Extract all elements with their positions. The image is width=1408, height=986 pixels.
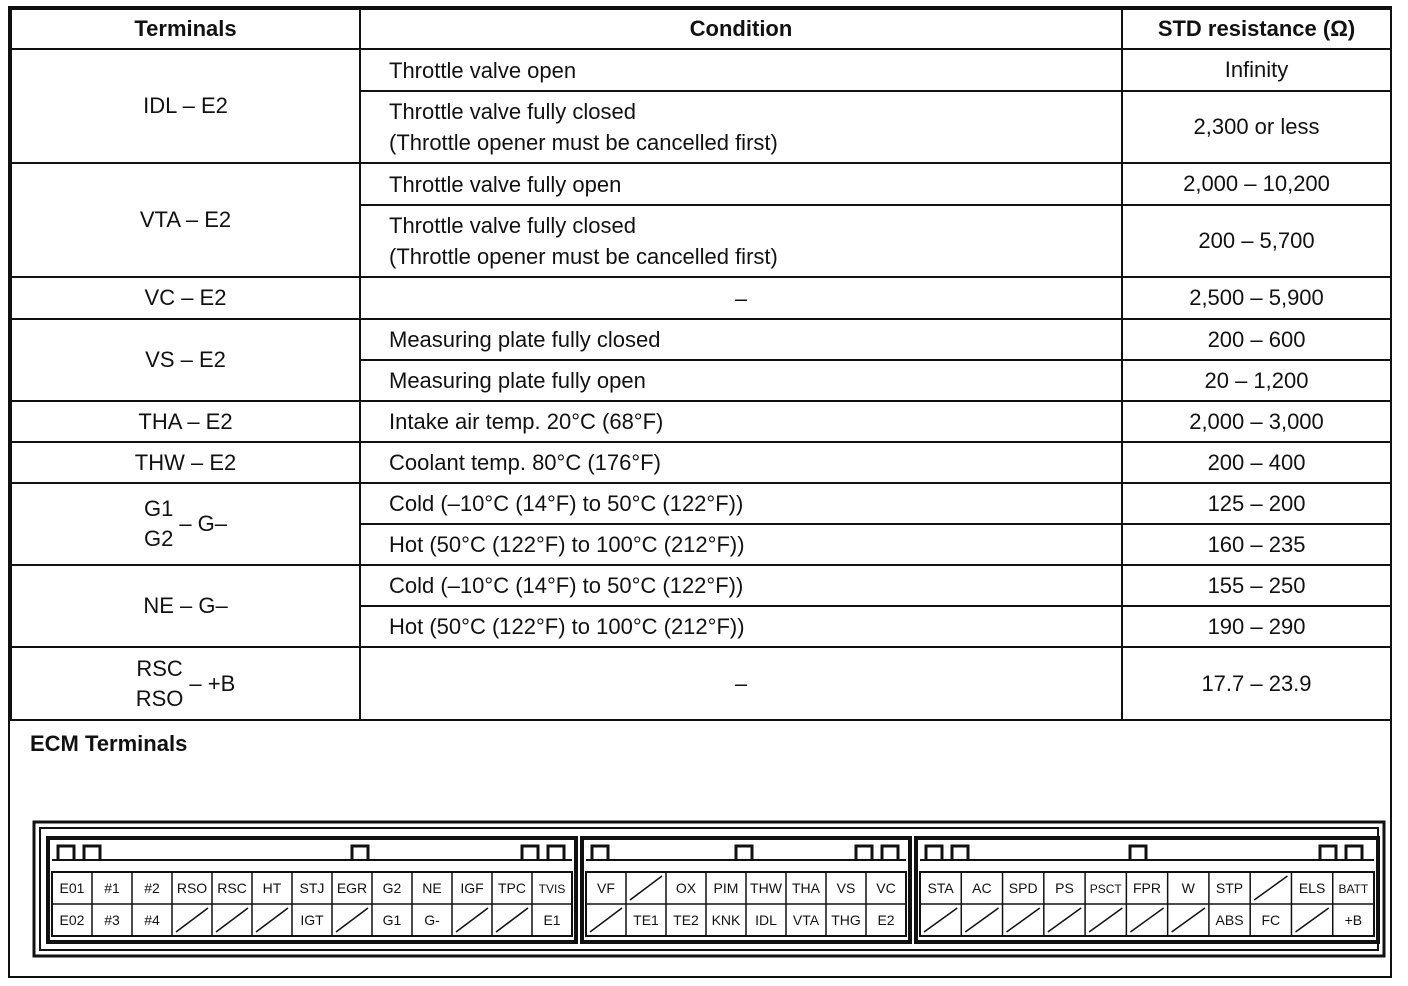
unused-pin-slash <box>456 908 488 932</box>
pin-label: +B <box>1344 912 1363 928</box>
pin-label: PIM <box>713 880 739 896</box>
connector-key-notch <box>856 846 872 860</box>
terminal-rso: RSO <box>135 685 184 711</box>
unused-pin-slash <box>630 876 662 900</box>
header-std-resistance: STD resistance (Ω) <box>1122 9 1391 49</box>
condition-cell: Measuring plate fully open <box>360 360 1122 401</box>
value-cell: 200 – 600 <box>1122 319 1391 360</box>
condition-cell <box>360 205 1122 277</box>
pin-label: VC <box>876 880 896 896</box>
pin-label: TVIS <box>538 882 566 896</box>
pin-label: TE1 <box>633 912 659 928</box>
pin-label: PSCT <box>1089 882 1122 896</box>
terminal-thw: THW – E2 <box>11 442 360 483</box>
resistance-spec-table <box>10 8 1392 721</box>
table-row <box>11 647 1391 720</box>
condition-cell: Intake air temp. 20°C (68°F) <box>360 401 1122 442</box>
condition-line: Throttle valve fully closed <box>389 99 636 124</box>
pin-label: #1 <box>104 880 120 896</box>
value-cell: 200 – 5,700 <box>1122 205 1391 277</box>
unused-pin-slash <box>496 908 528 932</box>
connector-key-notch <box>1320 846 1336 860</box>
unused-pin-slash <box>176 908 208 932</box>
terminal-g1-g2 <box>11 483 360 565</box>
pin-label: AC <box>972 880 992 896</box>
pin-label: EGR <box>336 880 368 896</box>
pin-label: E02 <box>59 912 85 928</box>
pin-label: FPR <box>1133 880 1161 896</box>
header-terminals: Terminals <box>11 9 360 49</box>
condition-cell: Cold (–10°C (14°F) to 50°C (122°F)) <box>360 565 1122 606</box>
pin-label: HT <box>262 880 282 896</box>
pin-label: THW <box>750 880 782 896</box>
connector-key-notch <box>84 846 100 860</box>
condition-cell: Coolant temp. 80°C (176°F) <box>360 442 1122 483</box>
value-cell: 2,300 or less <box>1122 91 1391 163</box>
table-row <box>11 483 1391 524</box>
connector-key-notch <box>522 846 538 860</box>
pin-label: G- <box>424 912 440 928</box>
terminal-suffix: – G– <box>179 511 228 536</box>
condition-cell: Throttle valve fully open <box>360 163 1122 205</box>
pin-label: KNK <box>711 912 741 928</box>
value-cell: 20 – 1,200 <box>1122 360 1391 401</box>
value-cell: 2,000 – 3,000 <box>1122 401 1391 442</box>
terminal-vs: VS – E2 <box>11 319 360 401</box>
pin-label: VF <box>597 880 615 896</box>
condition-cell: – <box>360 277 1122 319</box>
pin-label: IGT <box>300 912 324 928</box>
terminal-vc: VC – E2 <box>11 277 360 319</box>
value-cell: 2,000 – 10,200 <box>1122 163 1391 205</box>
terminal-rsc-rso <box>11 647 360 720</box>
condition-cell: Cold (–10°C (14°F) to 50°C (122°F)) <box>360 483 1122 524</box>
unused-pin-slash <box>1007 908 1040 932</box>
ecm-terminals-title: ECM Terminals <box>30 731 188 756</box>
table-row <box>11 49 1391 91</box>
unused-pin-slash <box>256 908 288 932</box>
pin-label: THA <box>792 880 820 896</box>
terminal-idl: IDL – E2 <box>11 49 360 163</box>
pin-label: VS <box>836 880 856 896</box>
terminal-ne: NE – G– <box>11 565 360 647</box>
connector-key-notch <box>592 846 608 860</box>
pin-label: #2 <box>144 880 160 896</box>
pin-label: STJ <box>299 880 325 896</box>
pin-label: TE2 <box>673 912 699 928</box>
value-cell: Infinity <box>1122 49 1391 91</box>
connector-key-notch <box>58 846 74 860</box>
condition-cell: Throttle valve open <box>360 49 1122 91</box>
table-row <box>11 565 1391 606</box>
terminal-tha: THA – E2 <box>11 401 360 442</box>
pin-label: BATT <box>1338 882 1369 896</box>
pin-label: E2 <box>877 912 895 928</box>
condition-cell <box>360 91 1122 163</box>
condition-cell: Measuring plate fully closed <box>360 319 1122 360</box>
condition-cell: Hot (50°C (122°F) to 100°C (212°F)) <box>360 524 1122 565</box>
unused-pin-slash <box>924 908 957 932</box>
connector-key-notch <box>952 846 968 860</box>
pin-label: #4 <box>144 912 160 928</box>
pin-label: #3 <box>104 912 120 928</box>
connector-key-notch <box>882 846 898 860</box>
condition-cell: – <box>360 647 1122 720</box>
table-row <box>11 442 1391 483</box>
pin-label: IGF <box>460 880 484 896</box>
condition-note: (Throttle opener must be cancelled first) <box>389 130 778 155</box>
connector-key-notch <box>1130 846 1146 860</box>
pin-label: THG <box>831 912 861 928</box>
condition-cell: Hot (50°C (122°F) to 100°C (212°F)) <box>360 606 1122 647</box>
unused-pin-slash <box>1048 908 1081 932</box>
table-header-row <box>11 9 1391 49</box>
value-cell: 2,500 – 5,900 <box>1122 277 1391 319</box>
terminal-vta: VTA – E2 <box>11 163 360 277</box>
document-sheet <box>8 6 1392 978</box>
header-condition: Condition <box>360 9 1122 49</box>
pin-label: STP <box>1215 880 1244 896</box>
value-cell: 17.7 – 23.9 <box>1122 647 1391 720</box>
pin-label: OX <box>675 880 697 896</box>
table-row <box>11 401 1391 442</box>
pin-label: VTA <box>792 912 820 928</box>
pin-label: G1 <box>382 912 402 928</box>
terminal-g1: G1 <box>143 496 174 521</box>
pin-label: TPC <box>498 880 526 896</box>
value-cell: 155 – 250 <box>1122 565 1391 606</box>
pin-label: FC <box>1261 912 1281 928</box>
unused-pin-slash <box>965 908 998 932</box>
pin-label: PS <box>1055 880 1074 896</box>
unused-pin-slash <box>1089 908 1122 932</box>
connector-key-notch <box>548 846 564 860</box>
unused-pin-slash <box>216 908 248 932</box>
pin-label: E01 <box>59 880 85 896</box>
connector-key-notch <box>736 846 752 860</box>
unused-pin-slash <box>1130 908 1163 932</box>
terminal-g2: G2 <box>143 526 174 551</box>
pin-label: ELS <box>1298 880 1326 896</box>
pin-label: ABS <box>1215 912 1244 928</box>
unused-pin-slash <box>336 908 368 932</box>
pin-label: G2 <box>382 880 402 896</box>
connector-key-notch <box>352 846 368 860</box>
pin-label: SPD <box>1008 880 1038 896</box>
pin-label: RSO <box>176 880 208 896</box>
pin-label: W <box>1181 880 1195 896</box>
ecm-connector-diagram <box>32 820 1386 958</box>
pin-label: RSC <box>217 880 247 896</box>
connector-key-notch <box>1346 846 1362 860</box>
unused-pin-slash <box>590 908 622 932</box>
connector-key-notch <box>926 846 942 860</box>
value-cell: 200 – 400 <box>1122 442 1391 483</box>
pin-label: STA <box>927 880 954 896</box>
condition-line: Throttle valve fully closed <box>389 213 636 238</box>
pin-label: IDL <box>755 912 777 928</box>
table-row <box>11 319 1391 360</box>
table-row <box>11 163 1391 205</box>
value-cell: 190 – 290 <box>1122 606 1391 647</box>
unused-pin-slash <box>1254 876 1287 900</box>
condition-note: (Throttle opener must be cancelled first) <box>389 244 778 269</box>
value-cell: 160 – 235 <box>1122 524 1391 565</box>
pin-label: NE <box>422 880 442 896</box>
value-cell: 125 – 200 <box>1122 483 1391 524</box>
unused-pin-slash <box>1295 908 1328 932</box>
pin-label: E1 <box>543 912 561 928</box>
unused-pin-slash <box>1172 908 1205 932</box>
terminal-suffix: – +B <box>189 670 236 696</box>
terminal-rsc: RSC <box>136 655 183 681</box>
table-row <box>11 277 1391 319</box>
